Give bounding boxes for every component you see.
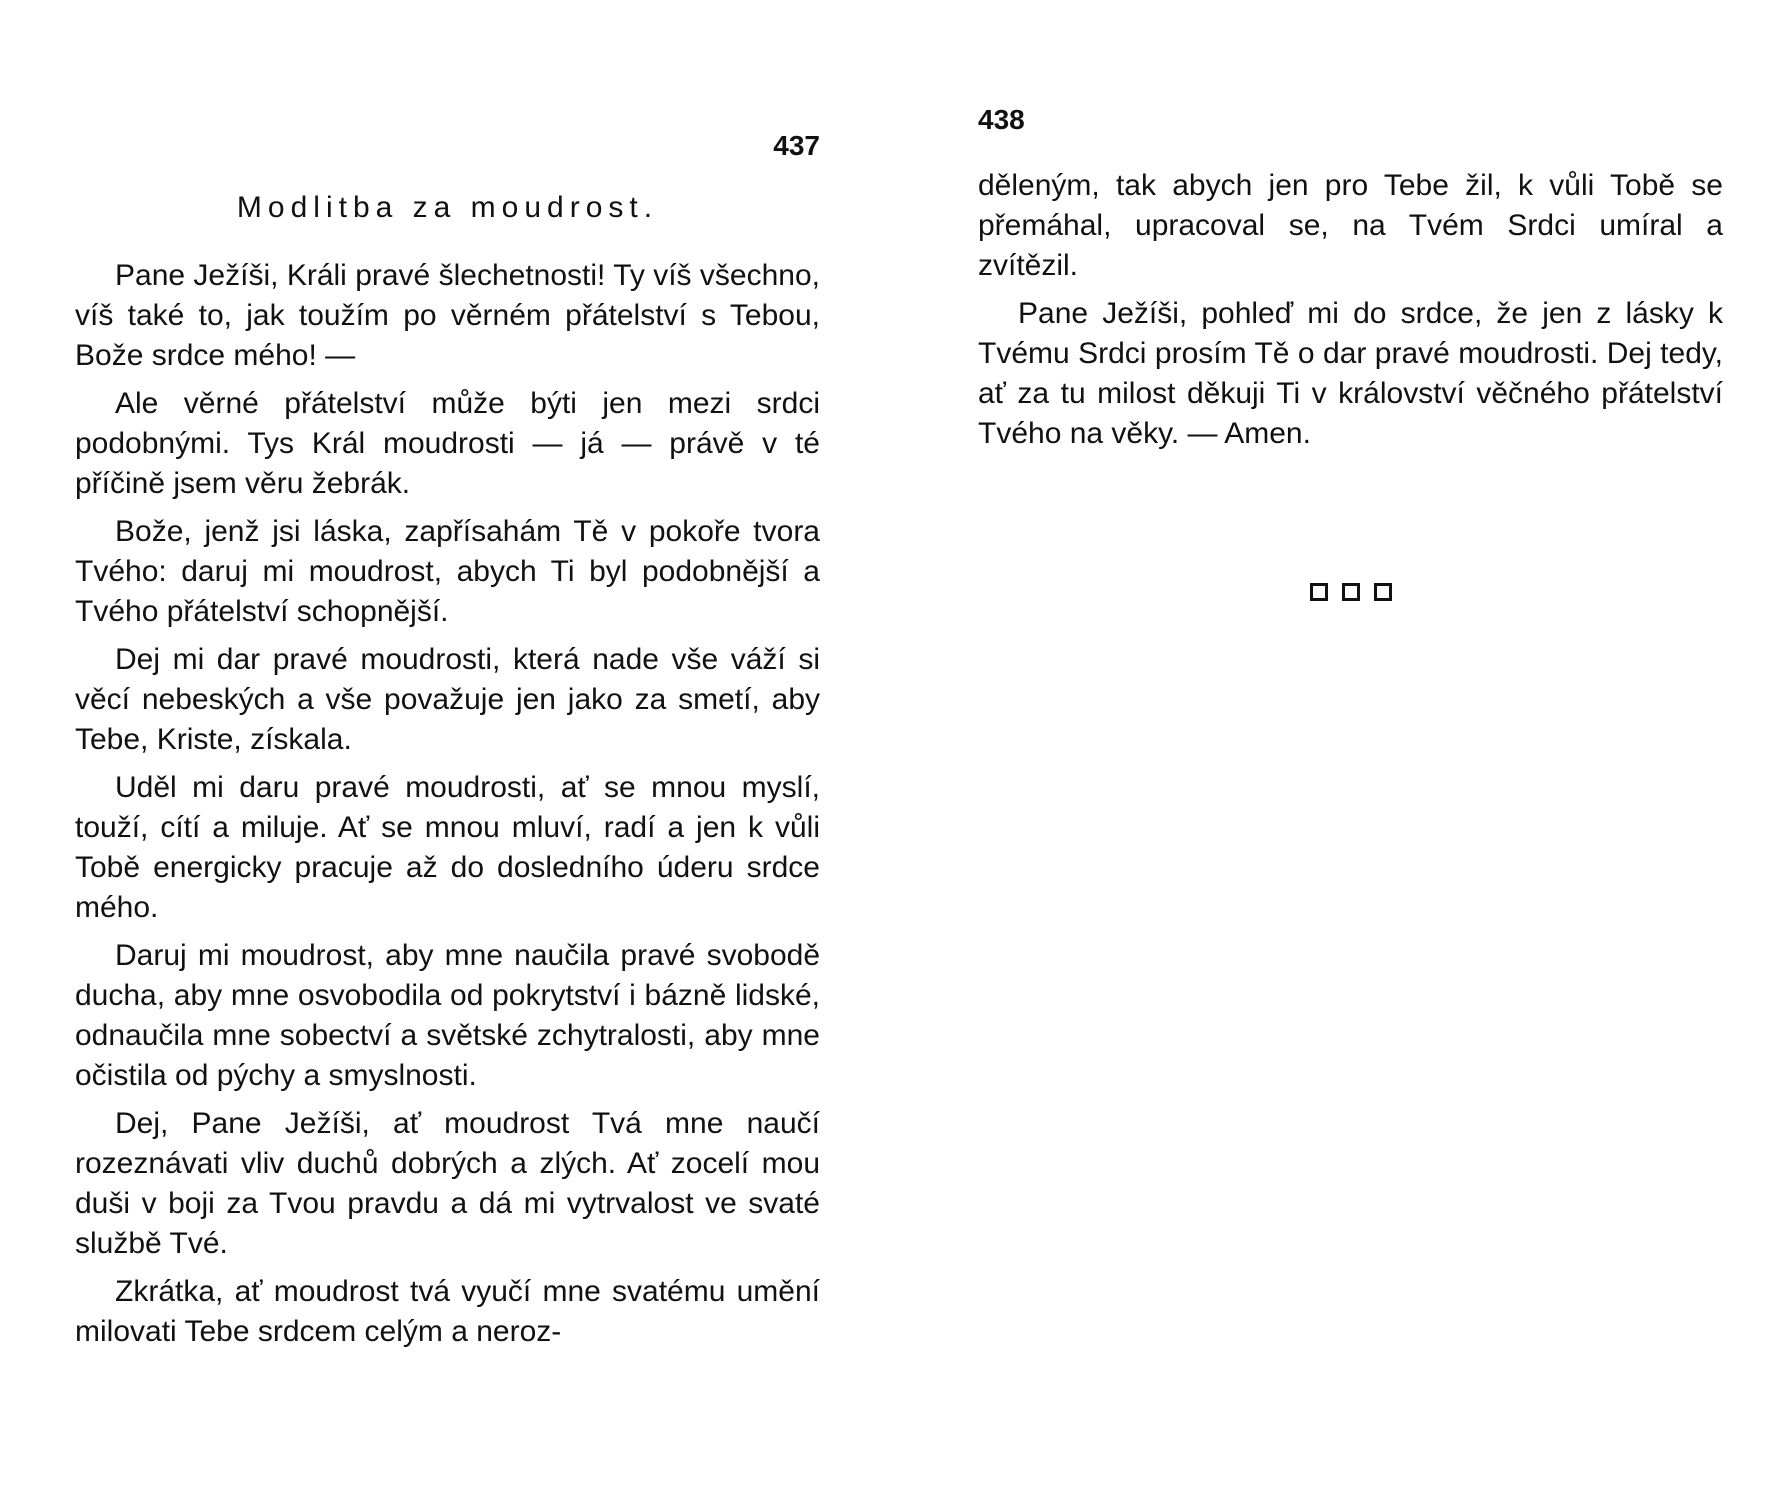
paragraph-closing: Pane Ježíši, pohleď mi do srdce, že jen z lásky k Tvému Srdci prosím Tě o dar pravé moudrosti. Dej tedy, ať za tu milost děkuji Ti v království věčného přátelství Tvého na věky. — Amen. <box>978 297 1723 450</box>
square-ornament-icon <box>1342 583 1360 601</box>
paragraph-6: Daruj mi moudrost, aby mne naučila pravé svobodě ducha, aby mne osvobodila od pokrytství i bázně lidské, odnaučila mne sobectví a světské zchytralosti, aby mne očistila od pýchy a smyslnosti. <box>75 939 820 1092</box>
paragraph-1: Pane Ježíši, Králi pravé šlechetnosti! Ty víš všechno, víš také to, jak toužím po věrném přátelství s Tebou, Bože srdce mého! — <box>75 259 820 372</box>
right-page-number: 438 <box>978 104 1025 135</box>
paragraph-continuation: děleným, tak abych jen pro Tebe žil, k vůli Tobě se přemáhal, upracoval se, na Tvém Srdci umíral a zvítězil. <box>978 169 1723 282</box>
square-ornament-icon <box>1310 583 1328 601</box>
end-ornament <box>978 583 1723 601</box>
right-page-body <box>978 166 1723 462</box>
paragraph-5: Uděl mi daru pravé moudrosti, ať se mnou myslí, touží, cítí a miluje. Ať se mnou mluví, radí a jen k vůli Tobě energicky pracuje až do dosledního úderu srdce mého. <box>75 771 820 924</box>
paragraph-7: Dej, Pane Ježíši, ať moudrost Tvá mne naučí rozeznávati vliv duchů dobrých a zlých. Ať zocelí mou duši v boji za Tvou pravdu a dá mi vytrvalost ve svaté službě Tvé. <box>75 1107 820 1260</box>
paragraph-2: Ale věrné přátelství může býti jen mezi srdci podobnými. Tys Král moudrosti — já — právě v té příčině jsem věru žebrák. <box>75 387 820 500</box>
square-ornament-icon <box>1374 583 1392 601</box>
paragraph-3: Bože, jenž jsi láska, zapřísahám Tě v pokoře tvora Tvého: daruj mi moudrost, abych Ti byl podobnější a Tvého přátelství schopnější. <box>75 515 820 628</box>
paragraph-8: Zkrátka, ať moudrost tvá vyučí mne svatému umění milovati Tebe srdcem celým a neroz- <box>75 1275 820 1348</box>
prayer-title: Modlitba za moudrost. <box>236 191 659 224</box>
left-page-body <box>75 256 820 1360</box>
left-page-number: 437 <box>773 130 820 161</box>
paragraph-4: Dej mi dar pravé moudrosti, která nade vše váží si věcí nebeských a vše považuje jen jako za smetí, aby Tebe, Kriste, získala. <box>75 643 820 756</box>
